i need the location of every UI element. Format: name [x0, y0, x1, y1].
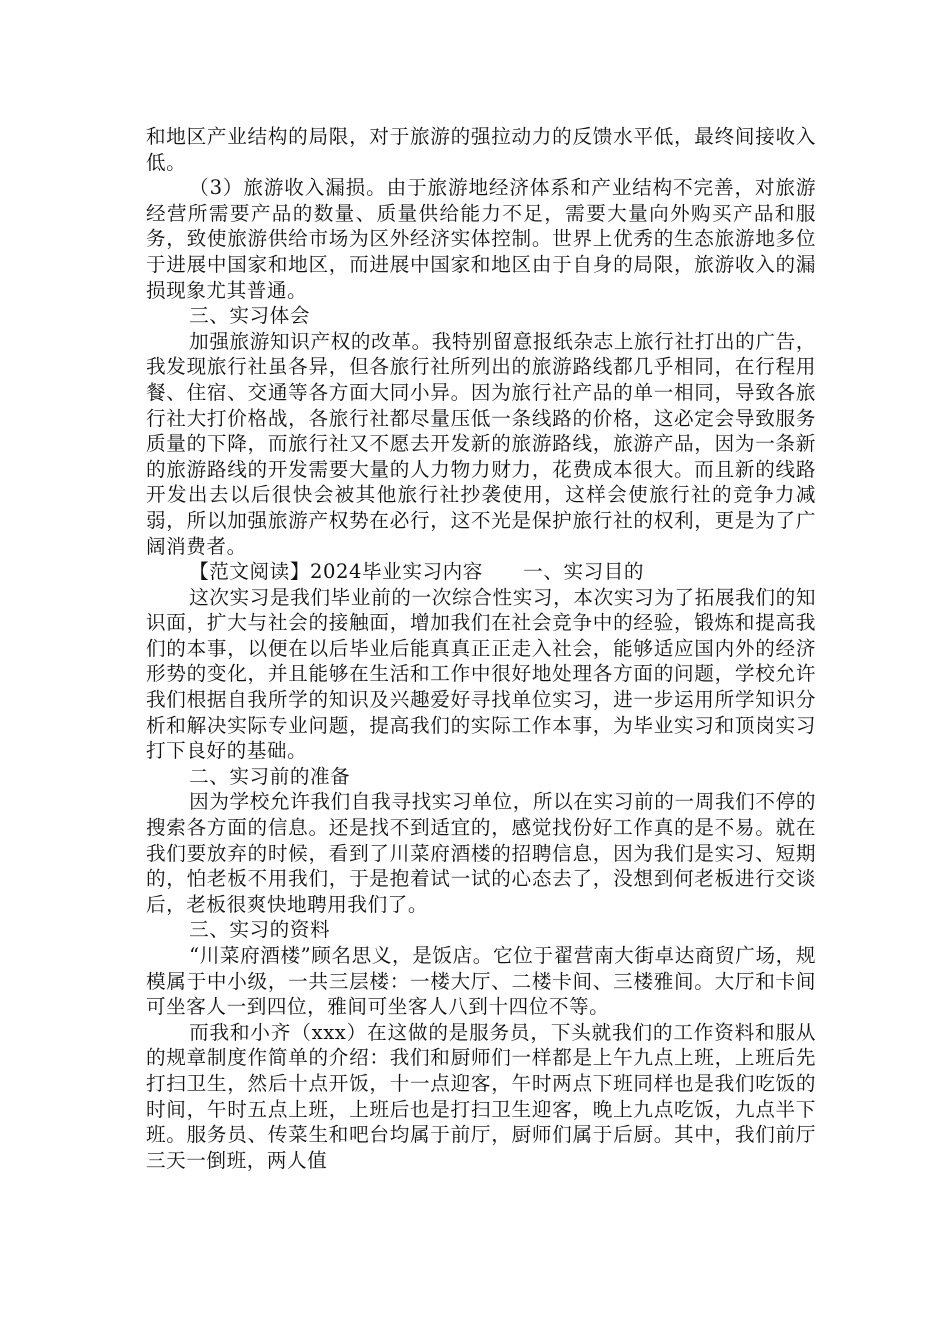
- heading-preparation: 二、实习前的准备: [189, 764, 351, 788]
- paragraph-restaurant-intro: “川菜府酒楼”顾名思义，是饭店。它位于翟营南大街卓达商贸广场，规模属于中小级，一共三层楼：一楼大厅、二楼卡间、三楼雅间。大厅和卡间可坐客人一到四位，雅间可坐客人八到十四位不等。: [146, 944, 816, 1019]
- heading-sample-reading: 【范文阅读】2024毕业实习内容 一、实习目的: [189, 560, 645, 584]
- paragraph-work-schedule: 而我和小齐（xxx）在这做的是服务员，下头就我们的工作资料和服从的规章制度作简单的介绍：我们和厨师们一样都是上午九点上班，上班后先打扫卫生，然后十点开饭，十一点迎客，午时两点下班同样也是我们吃饭的时间，午时五点上班，上班后也是打扫卫生迎客，晚上九点吃饭，九点半下班。服务员、传菜生和吧台均属于前厅，厨师们属于后厨。其中，我们前厅三天一倒班，两人值: [146, 1020, 816, 1172]
- document-body: [146, 124, 816, 1173]
- paragraph-preparation: 因为学校允许我们自我寻找实习单位，所以在实习前的一周我们不停的搜索各方面的信息。还是找不到适宜的，感觉找份好工作真的是不易。就在我们要放弃的时候，看到了川菜府酒楼的招聘信息，因为我们是实习、短期的，怕老板不用我们，于是抱着试一试的心态去了，没想到何老板进行交谈后，老板很爽快地聘用我们了。: [146, 790, 816, 916]
- heading-internship-content: 三、实习的资料: [189, 918, 331, 942]
- heading-internship-reflection: 三、实习体会: [189, 304, 310, 328]
- paragraph-revenue-leakage: （3）旅游收入漏损。由于旅游地经济体系和产业结构不完善，对旅游经营所需要产品的数量、质量供给能力不足，需要大量向外购买产品和服务，致使旅游供给市场为区外经济实体控制。世界上优秀的生态旅游地多位于进展中国家和地区，而进展中国家和地区由于自身的局限，旅游收入的漏损现象尤其普通。: [146, 176, 816, 302]
- paragraph-industry-limit: 和地区产业结构的局限，对于旅游的强拉动力的反馈水平低，最终间接收入低。: [146, 125, 816, 174]
- paragraph-internship-purpose: 这次实习是我们毕业前的一次综合性实习，本次实习为了拓展我们的知识面，扩大与社会的接触面，增加我们在社会竞争中的经验，锻炼和提高我们的本事，以便在以后毕业后能真真正正走入社会，能够适应国内外的经济形势的变化，并且能够在生活和工作中很好地处理各方面的问题，学校允许我们根据自我所学的知识及兴趣爱好寻找单位实习，进一步运用所学知识分析和解决实际专业问题，提高我们的实际工作本事，为毕业实习和顶岗实习打下良好的基础。: [146, 585, 816, 763]
- paragraph-ip-reform: 加强旅游知识产权的改革。我特别留意报纸杂志上旅行社打出的广告，我发现旅行社虽各异，但各旅行社所列出的旅游路线都几乎相同，在行程用餐、住宿、交通等各方面大同小异。因为旅行社产品的单一相同，导致各旅行社大打价格战，各旅行社都尽量压低一条线路的价格，这必定会导致服务质量的下降，而旅行社又不愿去开发新的旅游路线，旅游产品，因为一条新的旅游路线的开发需要大量的人力物力财力，花费成本很大。而且新的线路开发出去以后很快会被其他旅行社抄袭使用，这样会使旅行社的竞争力减弱，所以加强旅游产权势在必行，这不光是保护旅行社的权利，更是为了广阔消费者。: [146, 329, 816, 558]
